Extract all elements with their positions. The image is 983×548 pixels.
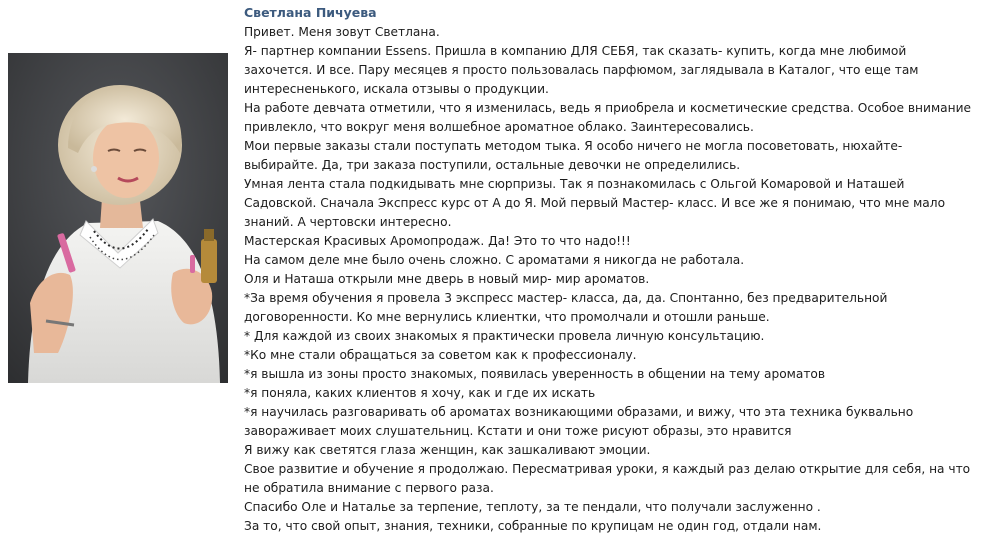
post-line: завораживает моих слушательниц. Кстати и они тоже рисуют образы, это нравится [244, 424, 792, 438]
post-line: договоренности. Ко мне вернулись клиентки, что промолчали и отошли раньше. [244, 310, 770, 324]
post-line: *я поняла, каких клиентов я хочу, как и где их искать [244, 386, 596, 400]
post-line: *я научилась разговаривать об ароматах возникающими образами, и вижу, что эта техника буквально [244, 405, 914, 419]
post-line: Мои первые заказы стали поступать методом тыка. Я особо ничего не могла посоветовать, нюхайте- [244, 139, 903, 153]
post [244, 4, 974, 536]
post-line: Умная лента стала подкидывать мне сюрпризы. Так я познакомилась с Ольгой Комаровой и Наташей [244, 177, 905, 191]
post-line: * Для каждой из своих знакомых я практически провела личную консультацию. [244, 329, 765, 343]
post-line: интересненького, искала отзывы о продукции. [244, 82, 549, 96]
post-line: *я вышла из зоны просто знакомых, появилась уверенность в общении на тему ароматов [244, 367, 826, 381]
post-line: захочется. И все. Пару месяцев я просто пользовалась парфюмом, заглядывала в Каталог, что еще там [244, 63, 919, 77]
post-line: *За время обучения я провела 3 экспресс мастер- класса, да, да. Спонтанно, без предварительной [244, 291, 888, 305]
post-line: Я- партнер компании Essens. Пришла в компанию ДЛЯ СЕБЯ, так сказать- купить, когда мне любимой [244, 44, 907, 58]
post-line: На самом деле мне было очень сложно. С ароматами я никогда не работала. [244, 253, 745, 267]
post-line: *Ко мне стали обращаться за советом как к профессионалу. [244, 348, 637, 362]
post-line: Привет. Меня зовут Светлана. [244, 25, 440, 39]
post-line: За то, что свой опыт, знания, техники, собранные по крупицам не один год, отдали нам. [244, 519, 822, 533]
post-text [244, 23, 974, 536]
post-line: знаний. А чертовски интересно. [244, 215, 452, 229]
post-line: Я вижу как светятся глаза женщин, как зашкаливают эмоции. [244, 443, 651, 457]
post-line: привлекло, что вокруг меня волшебное ароматное облако. Заинтересовались. [244, 120, 754, 134]
post-line: не обратила внимание с первого раза. [244, 481, 494, 495]
post-line: Садовской. Сначала Экспресс курс от А до Я. Мой первый Мастер- класс. И все же я понимаю, что мне мало [244, 196, 946, 210]
post-line: На работе девчата отметили, что я изменилась, ведь я приобрела и косметические средства. Особое внимание [244, 101, 972, 115]
post-line: Оля и Наташа открыли мне дверь в новый мир- мир ароматов. [244, 272, 650, 286]
author-photo[interactable] [8, 53, 228, 383]
post-line: Свое развитие и обучение я продолжаю. Пересматривая уроки, я каждый раз делаю открытие для себя, на что [244, 462, 971, 476]
post-line: Мастерская Красивых Аромопродаж. Да! Это то что надо!!! [244, 234, 631, 248]
woman-with-perfume-photo [8, 53, 228, 383]
post-line: выбирайте. Да, три заказа поступили, остальные девочки не определились. [244, 158, 741, 172]
author-name[interactable]: Светлана Пичуева [244, 5, 377, 20]
post-line: Спасибо Оле и Наталье за терпение, теплоту, за те пендали, что получали заслуженно . [244, 500, 821, 514]
